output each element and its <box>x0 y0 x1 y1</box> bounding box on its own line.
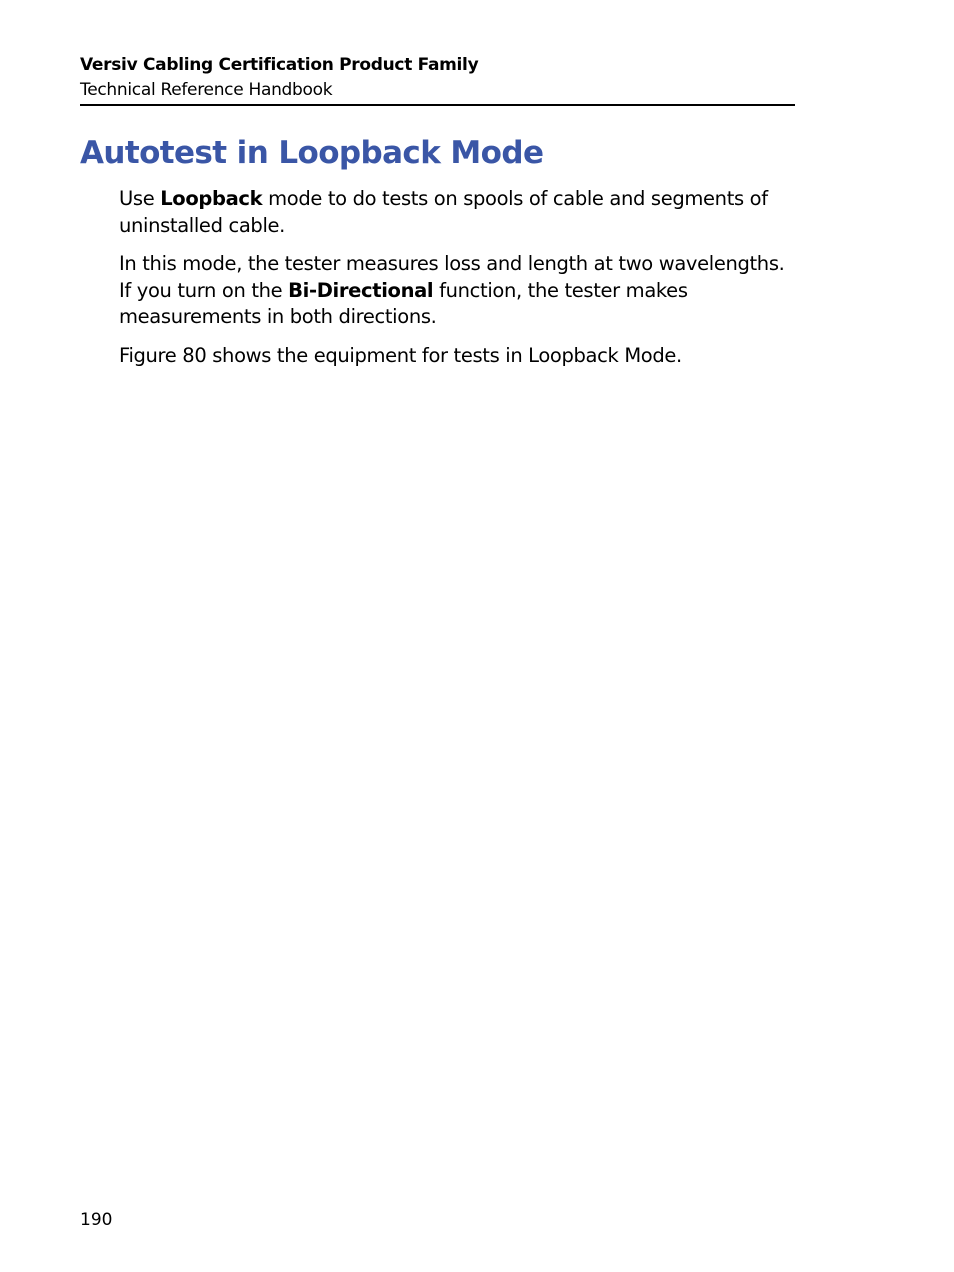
paragraph-text: function, the tester makes measurements in both directions. <box>119 278 688 328</box>
paragraph-text: Use <box>119 187 161 210</box>
section-title: Autotest in Loopback Mode <box>80 135 544 171</box>
body-text <box>119 186 799 381</box>
term-bi-directional: Bi-Directional <box>288 278 434 302</box>
paragraph-loopback-intro <box>119 186 799 239</box>
page-number: 190 <box>80 1210 113 1230</box>
paragraph-text: In this mode, the tester measures loss and length at two wavelengths. If you turn on the <box>119 252 785 302</box>
running-header <box>80 53 795 106</box>
paragraph-figure-reference: Figure 80 shows the equipment for tests in Loopback Mode. <box>119 343 682 367</box>
term-loopback: Loopback <box>160 187 263 210</box>
paragraph-bidirectional <box>119 251 799 331</box>
paragraph-text: mode to do tests on spools of cable and segments of uninstalled cable. <box>119 187 768 237</box>
header-handbook-title: Technical Reference Handbook <box>80 80 333 100</box>
header-product-family: Versiv Cabling Certification Product Family <box>80 55 479 75</box>
